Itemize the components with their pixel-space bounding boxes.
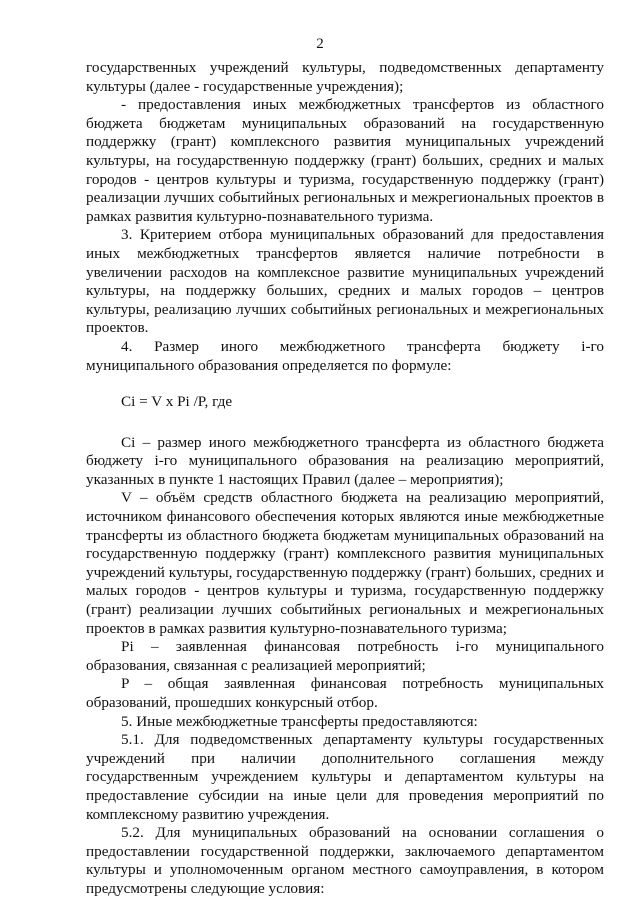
paragraph-other-transfers: - предоставления иных межбюджетных трансфертов из областного бюджета бюджетам муниципальных образований на государственную поддержку (грант) комплексного развития муниципальных учреждений культуры, на государственную поддержку (грант) больших, средних и малых городов - центров культуры и туризма, государственную поддержку (грант) реализации лучших событийных региональных и межрегиональных проектов в рамках развития культурно-познавательного туризма. [86, 96, 604, 225]
formula: Ci = V x Pi /P, где [121, 393, 233, 411]
definition-v: V – объём средств областного бюджета на реализацию мероприятий, источником финансового обеспечения которых являются иные межбюджетные трансферты из областного бюджета бюджетам муниципальных образований на государственную поддержку (грант) комплексного развития муниципальных учреждений культуры, государственную поддержку (грант) больших, средних и малых городов - центров культуры и туризма, государственную поддержку (грант) реализации лучших событийных региональных и межрегиональных проектов в рамках развития культурно-познавательного туризма; [86, 489, 604, 637]
page-number: 2 [316, 36, 324, 52]
paragraph-5-provision: 5. Иные межбюджетные трансферты предоставляются: [121, 712, 478, 730]
definition-p: P – общая заявленная финансовая потребность муниципальных образований, прошедших конкурсный отбор. [86, 675, 604, 711]
document-body [86, 59, 604, 899]
paragraph-3-criterion: 3. Критерием отбора муниципальных образований для предоставления иных межбюджетных трансфертов является наличие потребности в увеличении расходов на комплексное развитие муниципальных учреждений культуры, на поддержку больших, средних и малых городов – центров культуры, реализацию лучших событийных региональных и межрегиональных проектов. [86, 226, 604, 337]
definition-pi: Pi – заявленная финансовая потребность i-го муниципального образования, связанная с реализацией мероприятий; [86, 638, 604, 674]
paragraph-5-1: 5.1. Для подведомственных департаменту культуры государственных учреждений при наличии дополнительного соглашения между государственным учреждением культуры и департаментом культуры на предоставление субсидии на иные цели для проведения мероприятий по комплексному развитию учреждения. [86, 731, 604, 823]
paragraph-continuation: государственных учреждений культуры, подведомственных департаменту культуры (далее - государственные учреждения); [86, 59, 604, 95]
definition-ci: Ci – размер иного межбюджетного трансферта из областного бюджета бюджету i-го муниципального образования на реализацию мероприятий, указанных в пункте 1 настоящих Правил (далее – мероприятия); [86, 433, 604, 488]
paragraph-5-2: 5.2. Для муниципальных образований на основании соглашения о предоставлении государственной поддержки, заключаемого департаментом культуры и уполномоченным органом местного самоуправления, в котором предусмотрены следующие условия: [86, 824, 604, 897]
paragraph-4-size: 4. Размер иного межбюджетного трансферта бюджету i-го муниципального образования определяется по формуле: [86, 337, 604, 374]
